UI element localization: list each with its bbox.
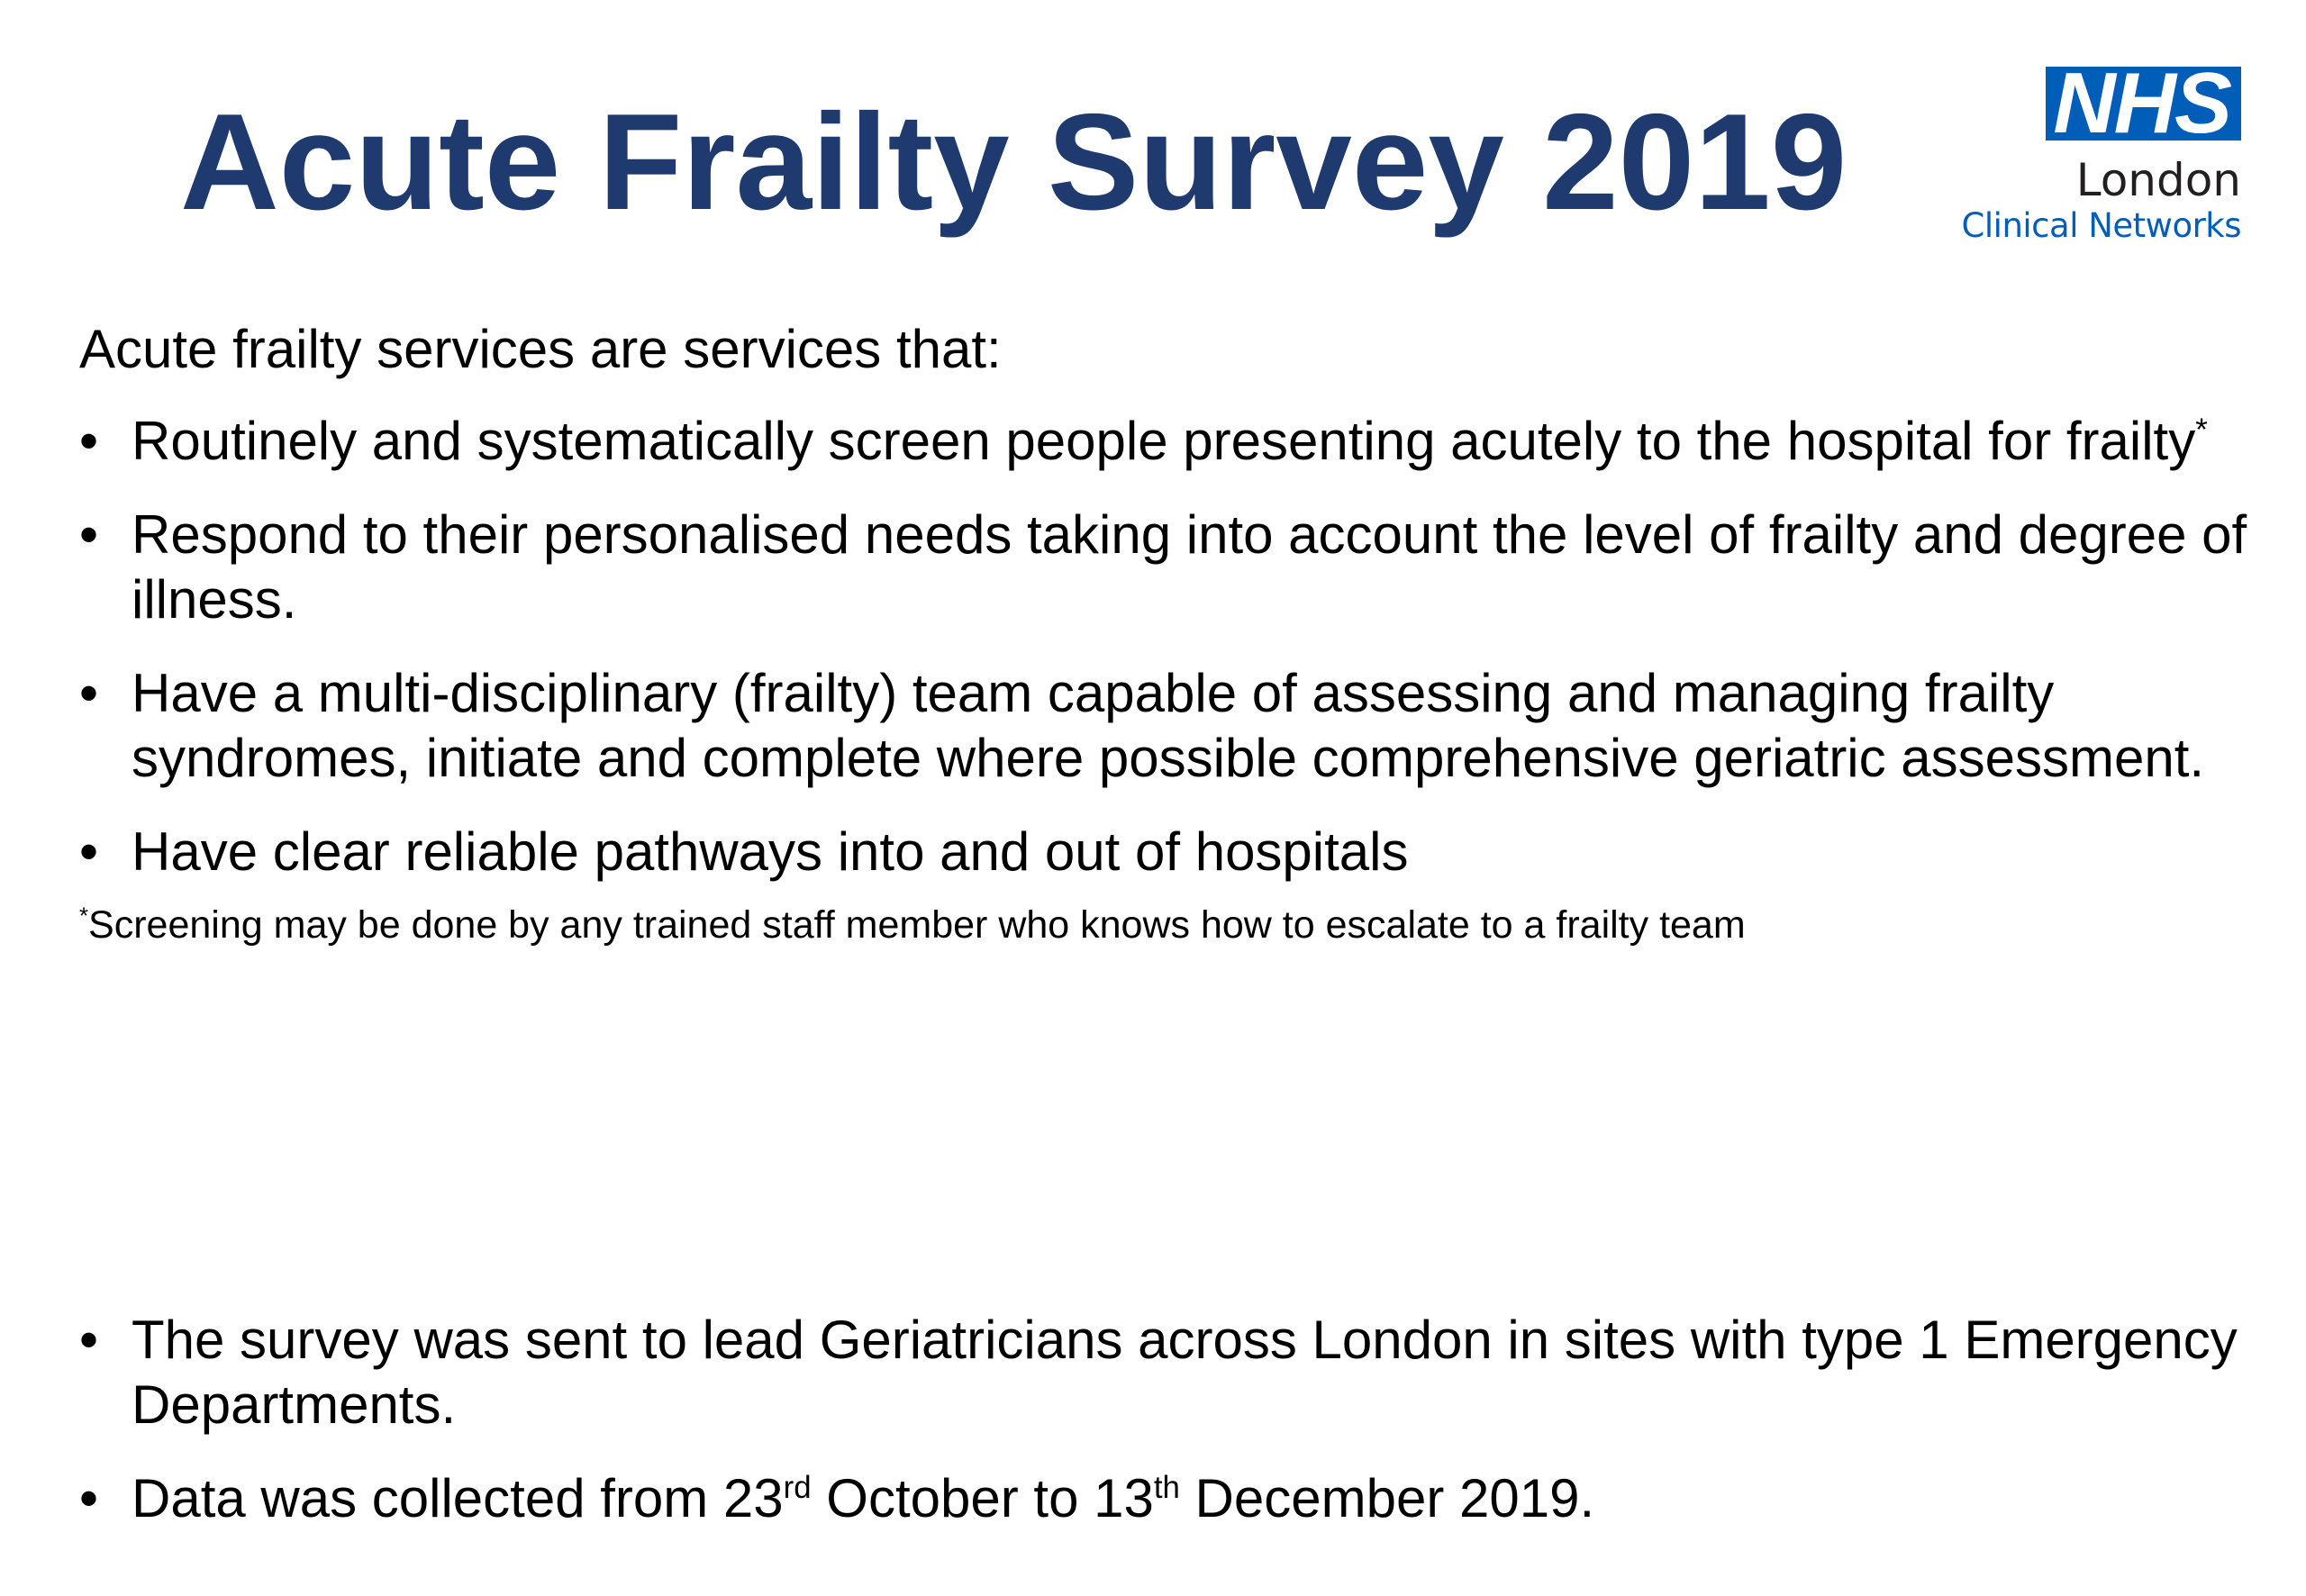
list-item [79,1466,2259,1531]
list-item-text: Respond to their personalised needs taking into account the level of frailty and degree of illness. [132,504,2247,630]
list-item [79,820,2259,884]
bullet: • [79,1468,99,1528]
services-list [79,409,2259,884]
page-title: Acute Frailty Survey 2019 [180,86,1848,239]
bullet: • [79,663,99,723]
list-item [79,1308,2259,1437]
nhs-mark: NHS [2046,67,2241,141]
collection-dates-text [132,1468,1594,1528]
footnote-marker: * [2195,413,2208,448]
footnote-text: Screening may be done by any trained staff member who knows how to escalate to a frailty team [88,903,1746,947]
list-item-text: Have a multi-disciplinary (frailty) team capable of assessing and managing frailty syndromes, initiate and complete where possible comprehensive geriatric assessment. [132,663,2205,788]
bullet: • [79,821,99,882]
bullet: • [79,411,99,471]
survey-sent-text: The survey was sent to lead Geriatricians across London in sites with type 1 Emergency Departments. [132,1310,2238,1435]
list-item [79,409,2259,474]
list-item [79,661,2259,791]
collected-prefix: Data was collected from 23 [132,1468,784,1528]
logo-region: London [2075,154,2241,206]
ordinal-suffix: rd [783,1470,812,1505]
bullet: • [79,1310,99,1370]
collected-middle: October to 13 [811,1468,1154,1528]
footnote [79,901,2259,949]
logo-subtitle: Clinical Networks [1961,206,2241,245]
ordinal-suffix: th [1153,1470,1180,1505]
list-item-text: Routinely and systematically screen people presenting acutely to the hospital for frailty [132,411,2196,471]
survey-info-list [79,1308,2259,1560]
collected-end: December 2019. [1179,1468,1595,1528]
intro-text: Acute frailty services are services that: [79,319,1002,379]
list-item-text: Have clear reliable pathways into and out of hospitals [132,821,1409,882]
nhs-logo [1935,55,2241,247]
bullet: • [79,504,99,565]
footnote-marker: * [79,903,89,929]
services-section [79,317,2259,949]
list-item [79,503,2259,632]
